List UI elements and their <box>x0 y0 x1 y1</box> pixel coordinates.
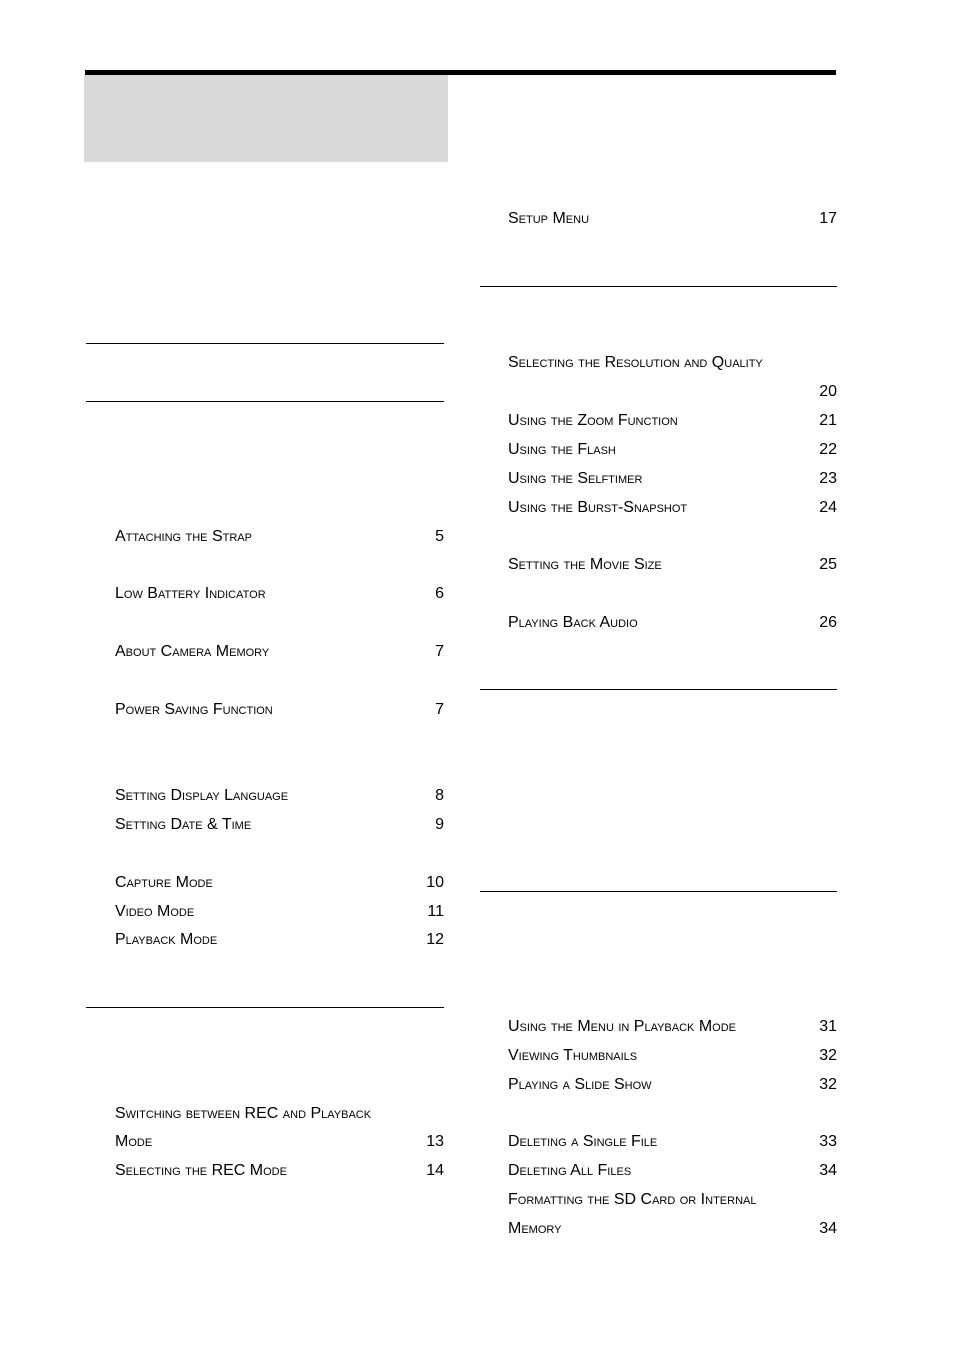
toc-entry[interactable]: Deleting a Single File <box>508 1133 658 1150</box>
toc-page: 17 <box>819 210 837 227</box>
toc-entry[interactable]: Viewing Thumbnails <box>508 1047 638 1064</box>
toc-entry[interactable]: Using the Zoom Function <box>508 412 678 429</box>
toc-entry[interactable]: Playing a Slide Show <box>508 1076 652 1093</box>
toc-entry[interactable]: Deleting All Files <box>508 1162 632 1179</box>
toc-page: 26 <box>819 614 837 631</box>
toc-entry[interactable]: Attaching the Strap <box>115 528 252 545</box>
toc-entry[interactable]: Setting Display Language <box>115 787 289 804</box>
toc-page: 11 <box>427 903 444 920</box>
toc-entry[interactable]: Selecting the REC Mode <box>115 1162 287 1179</box>
toc-page: 22 <box>819 441 837 458</box>
toc-page: 9 <box>435 816 444 833</box>
toc-entry[interactable]: Using the Flash <box>508 441 616 458</box>
toc-entry[interactable]: Memory <box>508 1220 562 1237</box>
toc-entry[interactable]: Using the Burst-Snapshot <box>508 499 688 516</box>
section-rule <box>480 891 837 892</box>
toc-page: 32 <box>819 1047 837 1064</box>
toc-page: 6 <box>435 585 444 602</box>
section-rule <box>86 1007 444 1008</box>
toc-page: 21 <box>819 412 837 429</box>
toc-page: 32 <box>819 1076 837 1093</box>
toc-page: 25 <box>819 556 837 573</box>
toc-page: 7 <box>435 643 444 660</box>
toc-entry[interactable]: Capture Mode <box>115 874 213 891</box>
toc-page: 24 <box>819 499 837 516</box>
section-rule <box>86 401 444 402</box>
toc-page: 33 <box>819 1133 837 1150</box>
toc-entry[interactable]: Low Battery Indicator <box>115 585 266 602</box>
toc-page: 34 <box>819 1220 837 1237</box>
toc-page: 14 <box>426 1162 444 1179</box>
toc-entry[interactable]: Setting Date & Time <box>115 816 252 833</box>
toc-page: 13 <box>426 1133 444 1150</box>
toc-page: 34 <box>819 1162 837 1179</box>
toc-entry[interactable]: Formatting the SD Card or Internal <box>508 1191 757 1208</box>
toc-entry[interactable]: Switching between REC and Playback <box>115 1105 372 1122</box>
toc-page: 23 <box>819 470 837 487</box>
toc-entry[interactable]: Using the Selftimer <box>508 470 643 487</box>
toc-entry[interactable]: Playback Mode <box>115 931 218 948</box>
toc-entry[interactable]: Selecting the Resolution and Quality <box>508 354 763 371</box>
toc-entry[interactable]: Setting the Movie Size <box>508 556 662 573</box>
section-rule <box>86 343 444 344</box>
toc-entry[interactable]: Playing Back Audio <box>508 614 638 631</box>
toc-entry[interactable]: About Camera Memory <box>115 643 270 660</box>
toc-entry[interactable]: Using the Menu in Playback Mode <box>508 1018 736 1035</box>
toc-page: 10 <box>426 874 444 891</box>
toc-page: 5 <box>435 528 444 545</box>
header-box <box>84 75 448 162</box>
toc-entry[interactable]: Mode <box>115 1133 153 1150</box>
toc-page: 31 <box>819 1018 837 1035</box>
section-rule <box>480 689 837 690</box>
toc-entry[interactable]: Setup Menu <box>508 210 590 227</box>
toc-page: 7 <box>435 701 444 718</box>
toc-page: 12 <box>426 931 444 948</box>
toc-entry[interactable]: Power Saving Function <box>115 701 273 718</box>
toc-entry[interactable]: Video Mode <box>115 903 195 920</box>
section-rule <box>480 286 837 287</box>
toc-page: 20 <box>819 383 837 400</box>
toc-page: 8 <box>435 787 444 804</box>
